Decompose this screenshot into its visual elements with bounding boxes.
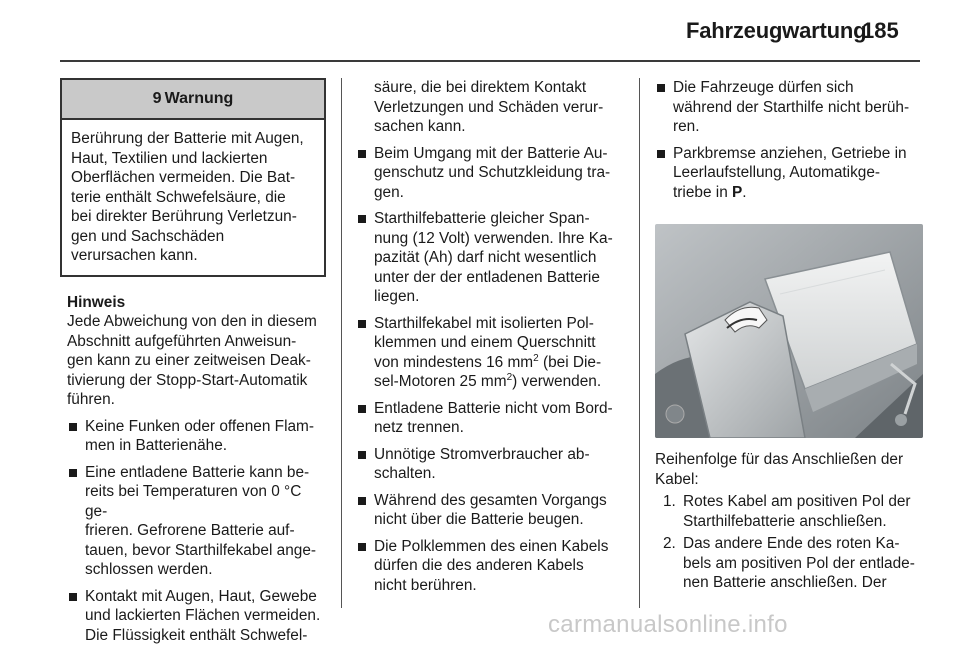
hint-line: gen kann zu einer zeitweisen Deak- [67, 351, 324, 371]
column-2 [356, 78, 624, 595]
column-divider-2 [639, 78, 640, 608]
warning-text [62, 120, 324, 275]
list-item: Die Fahrzeuge dürfen sich während der Starthilfe nicht berüh- ren. [655, 78, 923, 137]
list-item: Kontakt mit Augen, Haut, Gewebe und lackierten Flächen vermeiden. Die Flüssigkeit enthält Schwefel- [67, 587, 324, 645]
header-rule [60, 60, 920, 62]
warning-box [60, 78, 326, 277]
hint-title: Hinweis [67, 293, 324, 313]
hint-line: Abschnitt aufgeführten Anweisun- [67, 332, 324, 352]
list-item: Eine entladene Batterie kann be- reits bei Temperaturen von 0 °C ge- frieren. Gefrorene Batterie auf- tauen, bevor Starthilfekabel ange- schlossen werden. [67, 463, 324, 580]
page-number: 185 [862, 18, 899, 44]
warning-triangle-icon: 9 [153, 89, 162, 109]
list-item: Starthilfebatterie gleicher Span- nung (12 Volt) verwenden. Ihre Ka- pazität (Ah) darf nicht wesentlich unter der der entladenen Batterie liegen. [356, 209, 624, 307]
list-item: Beim Umgang mit der Batterie Au- genschutz und Schutzkleidung tra- gen. [356, 144, 624, 203]
warning-line: bei direkter Berührung Verletzun- [71, 207, 315, 227]
list-item: Entladene Batterie nicht vom Bord- netz trennen. [356, 399, 624, 438]
column-3 [655, 78, 923, 593]
continued-text: säure, die bei direktem Kontakt Verletzungen und Schäden verur- sachen kann. [356, 78, 624, 137]
hint-line: Jede Abweichung von den in diesem [67, 312, 324, 332]
warning-header [62, 80, 324, 120]
bullet-list-col1 [60, 417, 324, 645]
warning-line: verursachen kann. [71, 246, 315, 266]
warning-line: Haut, Textilien und lackierten [71, 149, 315, 169]
column-divider-1 [341, 78, 342, 608]
list-item: Keine Funken oder offenen Flam- men in Batterienähe. [67, 417, 324, 456]
watermark: carmanualsonline.info [548, 611, 788, 639]
battery-illustration [655, 224, 923, 438]
list-item: Während des gesamten Vorgangs nicht über die Batterie beugen. [356, 491, 624, 530]
intro-text: Reihenfolge für das Anschließen der Kabel: [655, 450, 923, 489]
hint-line: führen. [67, 390, 324, 410]
list-item-cable: Starthilfekabel mit isolierten Pol- klemmen und einem Querschnitt von mindestens 16 $mm^2$ (bei Die- sel-Motoren 25 $mm^2$) verwenden. [356, 314, 624, 392]
warning-line: gen und Sachschäden [71, 227, 315, 247]
warning-line: Oberflächen vermeiden. Die Bat- [71, 168, 315, 188]
list-item: Unnötige Stromverbraucher ab- schalten. [356, 445, 624, 484]
warning-line: Berührung der Batterie mit Augen, [71, 129, 315, 149]
hint-note [60, 293, 324, 410]
warning-line: terie enthält Schwefelsäure, die [71, 188, 315, 208]
list-item: Die Polklemmen des einen Kabels dürfen die des anderen Kabels nicht berühren. [356, 537, 624, 596]
column-1 [60, 78, 324, 645]
step-item: 1. Rotes Kabel am positiven Pol der Starthilfebatterie anschließen. [655, 492, 923, 531]
bullet-list-col2 [356, 144, 624, 596]
bullet-list-col3 [655, 78, 923, 202]
warning-title: Warnung [165, 89, 234, 109]
step-item: 2. Das andere Ende des roten Ka- bels am positiven Pol der entlade- nen Batterie anschließen. Der [655, 534, 923, 593]
hint-line: tivierung der Stopp-Start-Automatik [67, 371, 324, 391]
list-item-gear: Parkbremse anziehen, Getriebe in Leerlaufstellung, Automatikge- triebe in P. [655, 144, 923, 203]
battery-photo [655, 224, 923, 438]
page-header-title: Fahrzeugwartung [686, 18, 866, 44]
numbered-steps [655, 492, 923, 593]
